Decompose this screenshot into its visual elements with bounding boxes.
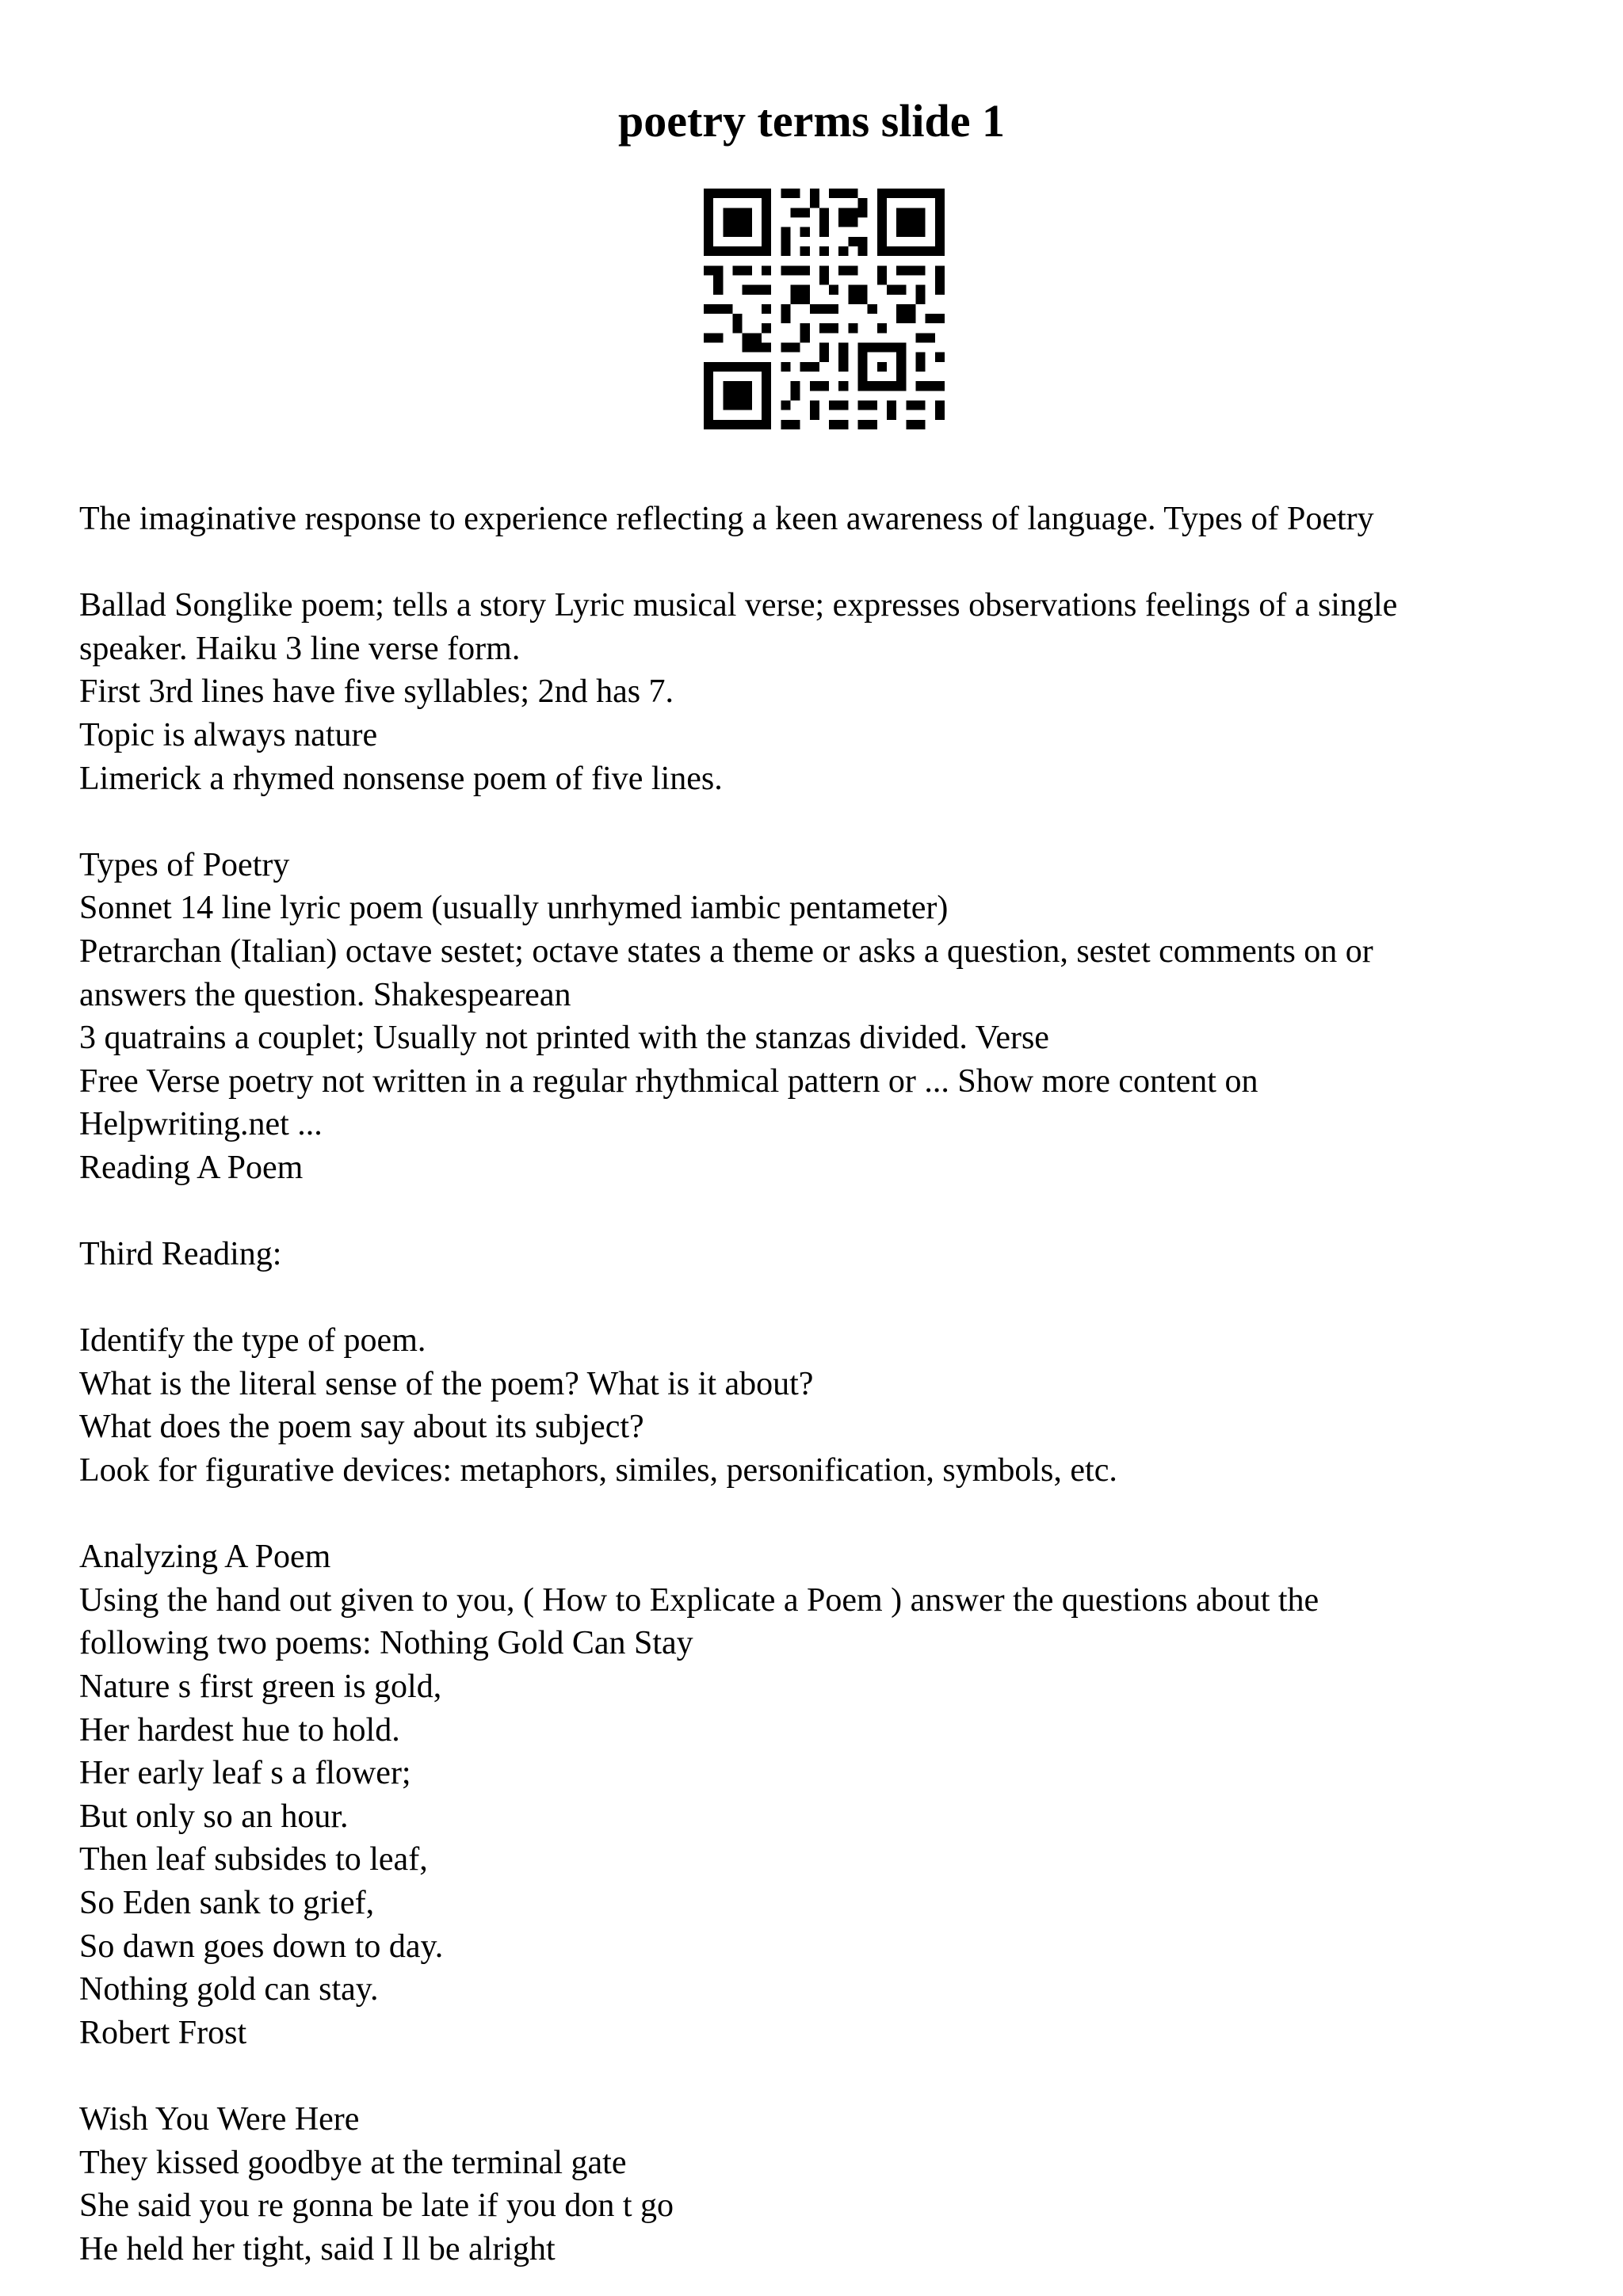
text-line: answers the question. Shakespearean — [79, 976, 571, 1013]
text-line: Look for figurative devices: metaphors, similes, personification, symbols, etc. — [79, 1452, 1117, 1489]
poem-line: Nothing gold can stay. — [79, 1971, 379, 2008]
text-line: Using the hand out given to you, ( How to Explicate a Poem ) answer the questions about the — [79, 1581, 1319, 1619]
text-line: Limerick a rhymed nonsense poem of five lines. — [79, 760, 723, 797]
text-line: Sonnet 14 line lyric poem (usually unrhymed iambic pentameter) — [79, 890, 949, 927]
poem-line: Then leaf subsides to leaf, — [79, 1841, 428, 1878]
text-line: Free Verse poetry not written in a regular rhythmical pattern or ... Show more content on — [79, 1062, 1258, 1100]
poem-line: But only so an hour. — [79, 1798, 349, 1835]
text-line: First 3rd lines have five syllables; 2nd has 7. — [79, 673, 674, 711]
text-line: 3 quatrains a couplet; Usually not printed with the stanzas divided. Verse — [79, 1020, 1049, 1057]
text-line: What is the literal sense of the poem? What is it about? — [79, 1365, 814, 1402]
poem-line: She said you re gonna be late if you don t go — [79, 2187, 674, 2225]
text-line: Helpwriting.net ... — [79, 1106, 323, 1143]
text-line: speaker. Haiku 3 line verse form. — [79, 630, 521, 667]
text-line: Analyzing A Poem — [79, 1539, 331, 1576]
text-line: Reading A Poem — [79, 1149, 304, 1186]
paragraph-gap — [79, 1190, 1569, 1234]
qr-code-icon — [704, 189, 945, 429]
poem-line: Her hardest hue to hold. — [79, 1711, 400, 1749]
poem-line: So dawn goes down to day. — [79, 1928, 444, 1965]
text-line: Types of Poetry — [79, 846, 290, 883]
poem-author: Robert Frost — [79, 2014, 247, 2051]
song-title: Wish You Were Here — [79, 2100, 360, 2138]
text-line: The imaginative response to experience reflecting a keen awareness of language. Types of Poetry — [79, 501, 1374, 537]
text-line: What does the poem say about its subject? — [79, 1409, 644, 1446]
paragraph-gap — [79, 1276, 1569, 1320]
poem-line: So Eden sank to grief, — [79, 1885, 375, 1921]
text-line: Ballad Songlike poem; tells a story Lyric musical verse; expresses observations feelings of a single — [79, 587, 1398, 624]
text-line: Identify the type of poem. — [79, 1322, 426, 1360]
poem-line: He held her tight, said I ll be alright — [79, 2230, 556, 2267]
document-body — [79, 498, 1569, 2271]
poem-line: Her early leaf s a flower; — [79, 1755, 411, 1792]
text-line: Petrarchan (Italian) octave sestet; octave states a theme or asks a question, sestet comments on or — [79, 933, 1373, 970]
poem-line: Nature s first green is gold, — [79, 1669, 442, 1706]
paragraph-gap — [79, 800, 1569, 844]
text-line: Third Reading: — [79, 1236, 282, 1273]
text-line: following two poems: Nothing Gold Can Stay — [79, 1625, 693, 1662]
paragraph-gap — [79, 2054, 1569, 2098]
page-title: poetry terms slide 1 — [617, 95, 1006, 147]
text-line: Topic is always nature — [79, 716, 378, 753]
paragraph-gap — [79, 541, 1569, 585]
poem-line: They kissed goodbye at the terminal gate — [79, 2144, 627, 2181]
paragraph-gap — [79, 1493, 1569, 1536]
